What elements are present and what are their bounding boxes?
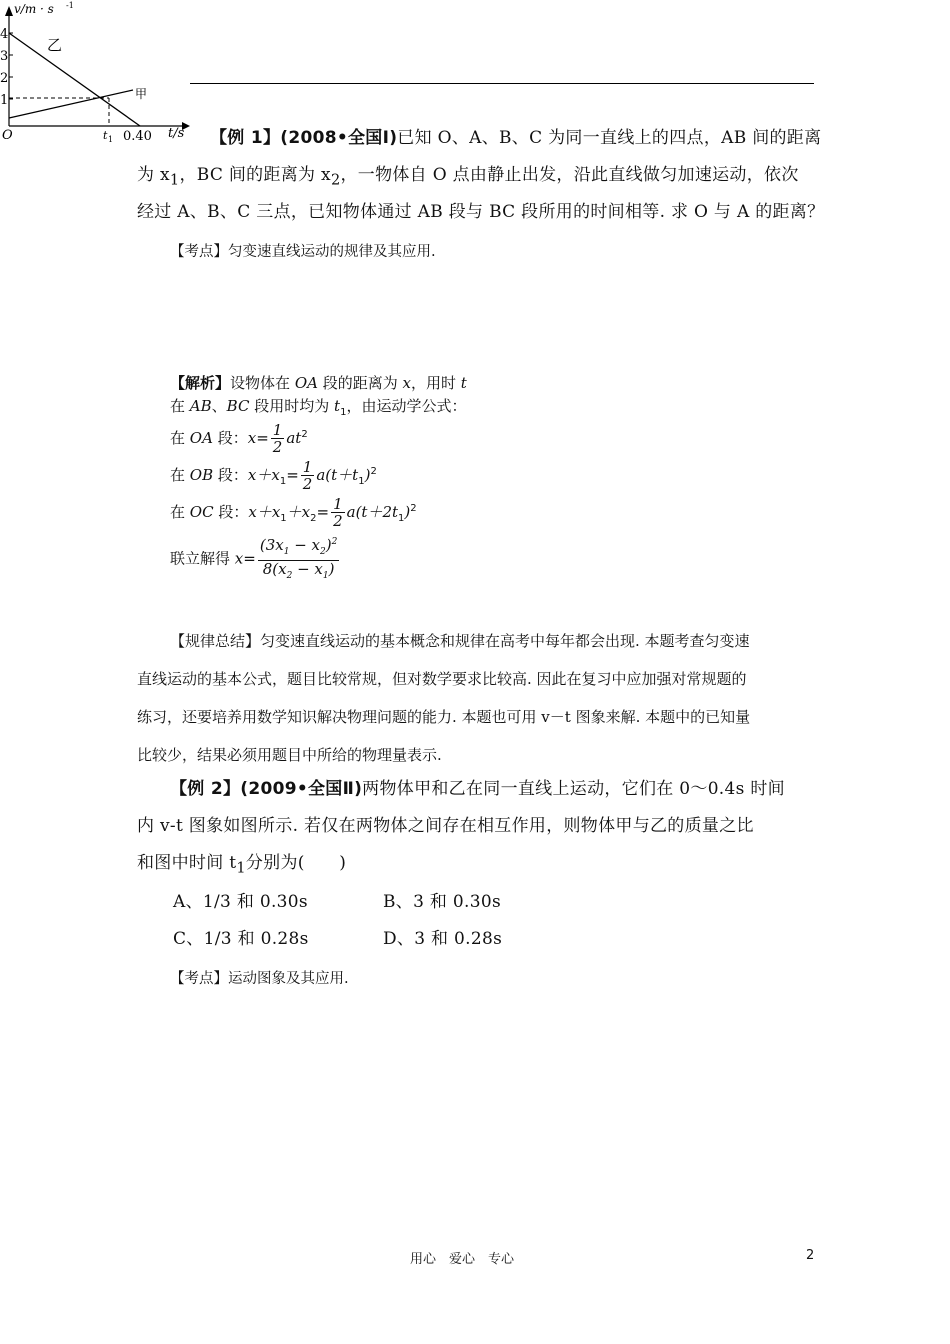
sol-l5-rhs: a(t＋2t	[346, 503, 399, 521]
sol-l5-lhs: x＋x	[248, 503, 281, 521]
sol-l3-half-num: 1	[272, 421, 283, 439]
sol-l2-ab: AB	[189, 397, 212, 415]
y-axis-arrow	[5, 6, 13, 16]
summary-line-3: 练习，还要培养用数学知识解决物理问题的能力. 本题也可用 v－t 图象来解. 本题中的已知量	[137, 708, 751, 726]
t1-label: t	[103, 129, 108, 142]
ex1-text-2b: ，BC 间的距离为 x	[179, 165, 331, 185]
ex1-line-3: 经过 A、B、C 三点，已知物体通过 AB 段与 BC 段所用的时间相等. 求 O 与 A 的距离？	[137, 202, 825, 222]
sol-l2-a: 在	[170, 397, 186, 415]
sol-l4-lhs: x＋x	[247, 466, 280, 484]
sol-l4-rhs-sub: 1	[358, 476, 365, 487]
ex2-text-3b: 分别为( )	[245, 853, 347, 873]
origin-label: O	[2, 128, 13, 143]
label-jia: 甲	[135, 87, 148, 101]
sol-l3-eq: =	[256, 429, 269, 447]
solution-line-6	[170, 534, 341, 584]
sol-l4-sub: 1	[279, 476, 287, 487]
sol-l6-num-sub1: 1	[283, 547, 290, 557]
x-end-label: 0.40	[123, 129, 152, 144]
label-yi: 乙	[47, 36, 63, 54]
header-rule	[190, 83, 814, 84]
sol-l5-half-den: 2	[333, 512, 343, 530]
sol-l5-sub2: 2	[310, 513, 317, 524]
sol-l5-end: )	[404, 503, 411, 521]
vt-graph	[0, 0, 195, 145]
sol-l1-a: 设物体在	[230, 374, 291, 392]
sol-l6-den-sub1: 1	[322, 571, 329, 581]
y-axis-label: v/m · s	[14, 2, 54, 16]
sol-l4-rhs: a(t＋t	[316, 466, 359, 484]
sol-l4-eq: =	[286, 466, 299, 484]
sol-l2-t1: t	[334, 397, 341, 415]
ex2-line-2: 内 v-t 图象如图所示. 若仅在两物体之间存在相互作用，则物体甲与乙的质量之比	[137, 816, 754, 836]
x-axis-label: t/s	[168, 126, 185, 141]
sol-l2-bc: BC	[226, 397, 250, 415]
sol-l5-pow: 2	[410, 503, 417, 514]
ex2-option-b: B、3 和 0.30s	[383, 892, 501, 912]
sol-l6-num3: )	[325, 536, 332, 554]
ex1-source: (2008•全国Ⅰ)	[280, 128, 398, 148]
sol-l4-half	[301, 459, 315, 492]
sol-l3-seg: OA	[189, 429, 213, 447]
summary-line-4: 比较少，结果必须用题目中所给的物理量表示.	[137, 746, 442, 764]
ex2-kaodian	[170, 967, 349, 988]
ex1-kaodian	[170, 240, 436, 261]
solution-block	[170, 370, 510, 580]
sol-l2-sub: 1	[340, 407, 347, 418]
sol-l6-x: x	[234, 549, 244, 568]
ex2-option-a: A、1/3 和 0.30s	[173, 892, 308, 912]
summary-line-2: 直线运动的基本公式，题目比较常规，但对数学要求比较高. 因此在复习中应加强对常规题的	[137, 670, 747, 688]
sol-l2-b: 段用时均为	[254, 397, 330, 415]
sol-l5-eq: =	[316, 503, 330, 521]
ex2-line-1	[170, 771, 785, 808]
sol-l3-rhs: at	[286, 429, 302, 447]
sol-l6-den-sub2: 2	[286, 571, 293, 581]
sol-l1-c: ，用时	[411, 374, 457, 392]
ex1-tag: 【例 1】	[210, 128, 281, 148]
sol-l3-b: 段：	[217, 429, 248, 447]
sol-l2-c: ，由运动学公式：	[346, 397, 467, 415]
sol-l3-lhs: x	[247, 429, 257, 447]
sol-l6-num: (3x	[259, 536, 284, 554]
footer-motto: 用心 爱心 专心	[410, 1252, 515, 1267]
sol-l4-b: 段：	[217, 466, 248, 484]
solution-line-5	[170, 496, 417, 529]
sol-l6-num-pow: 2	[331, 537, 338, 547]
ex2-line-3	[137, 845, 346, 887]
ex2-source: (2009•全国Ⅱ)	[240, 779, 363, 799]
sol-l4-end: )	[364, 466, 371, 484]
t1-label-sub: 1	[108, 135, 114, 144]
ex1-line-1	[210, 120, 830, 157]
line-yi	[9, 33, 140, 126]
y-tick-label-3: 3	[0, 49, 9, 64]
sol-l3-pow: 2	[301, 429, 308, 440]
sol-l6-den3: )	[328, 560, 335, 578]
ex1-sub-1: 1	[169, 172, 180, 189]
sol-l5-b: 段：	[218, 503, 249, 521]
solution-line-1	[170, 372, 467, 393]
ex2-kaodian-tag: 【考点】	[170, 971, 228, 987]
ex2-text-3a: 和图中时间 t	[137, 853, 237, 873]
ex1-kaodian-text: 匀变速直线运动的规律及其应用.	[228, 244, 436, 260]
summary-text-1: 匀变速直线运动的基本概念和规律在高考中每年都会出现. 本题考查匀变速	[260, 632, 750, 650]
sol-l6-num-sub2: 2	[320, 547, 326, 557]
sol-l4-half-num: 1	[302, 458, 313, 476]
sol-l5-half	[331, 496, 345, 529]
ex2-option-c: C、1/3 和 0.28s	[173, 929, 309, 949]
summary-line-1	[170, 630, 750, 651]
sol-l5-seg: OC	[189, 503, 214, 521]
sol-l6-den2: − x	[292, 560, 323, 578]
y-tick-label-4: 4	[0, 27, 9, 42]
ex1-text-1: 已知 O、A、B、C 为同一直线上的四点，AB 间的距离	[397, 128, 822, 148]
ex1-kaodian-tag: 【考点】	[170, 244, 228, 260]
sol-l2-sep: 、	[211, 397, 227, 415]
ex1-text-2a: 为 x	[137, 165, 170, 185]
ex2-text-3-sub: 1	[236, 860, 246, 877]
ex2-kaodian-text: 运动图象及其应用.	[228, 971, 349, 987]
solution-line-4	[170, 459, 377, 492]
sol-l4-pow: 2	[370, 466, 377, 477]
sol-l4-a: 在	[170, 466, 186, 484]
sol-l5-mid: ＋x	[286, 503, 311, 521]
y-axis-label-exp: -1	[66, 1, 74, 10]
solution-line-3	[170, 422, 308, 455]
y-tick-label-2: 2	[0, 71, 9, 86]
sol-l5-rhs-sub: 1	[398, 513, 405, 524]
sol-l4-half-den: 2	[302, 475, 313, 493]
ex2-tag: 【例 2】	[170, 779, 241, 799]
sol-l4-seg: OB	[189, 466, 214, 484]
sol-l3-half-den: 2	[272, 438, 283, 456]
sol-l6-a: 联立解得	[170, 549, 231, 568]
sol-l6-den: 8(x	[262, 560, 287, 578]
line-jia	[9, 90, 133, 118]
sol-l3-a: 在	[170, 429, 186, 447]
sol-l1-oa: OA	[294, 374, 318, 392]
y-tick-label-1: 1	[0, 93, 9, 108]
sol-l5-a: 在	[170, 503, 186, 521]
ex2-option-d: D、3 和 0.28s	[383, 929, 503, 949]
sol-l6-eq: =	[243, 549, 256, 568]
sol-l5-sub1: 1	[280, 513, 287, 524]
sol-l1-x: x	[402, 374, 411, 392]
sol-l5-half-num: 1	[333, 495, 343, 513]
sol-l3-half	[271, 422, 285, 455]
solution-tag: 【解析】	[170, 374, 231, 392]
ex1-sub-2: 2	[330, 172, 341, 189]
sol-l1-t: t	[460, 374, 467, 392]
page-number: 2	[806, 1248, 815, 1263]
sol-l6-num2: − x	[289, 536, 321, 554]
summary-tag: 【规律总结】	[170, 632, 261, 650]
sol-l1-b: 段的距离为	[322, 374, 398, 392]
sol-l6-frac	[258, 534, 340, 584]
ex1-text-2c: ，一物体自 O 点由静止出发，沿此直线做匀加速运动，依次	[340, 165, 799, 185]
solution-line-2	[170, 395, 466, 418]
ex2-text-1: 两物体甲和乙在同一直线上运动，它们在 0～0.4s 时间	[362, 779, 785, 799]
